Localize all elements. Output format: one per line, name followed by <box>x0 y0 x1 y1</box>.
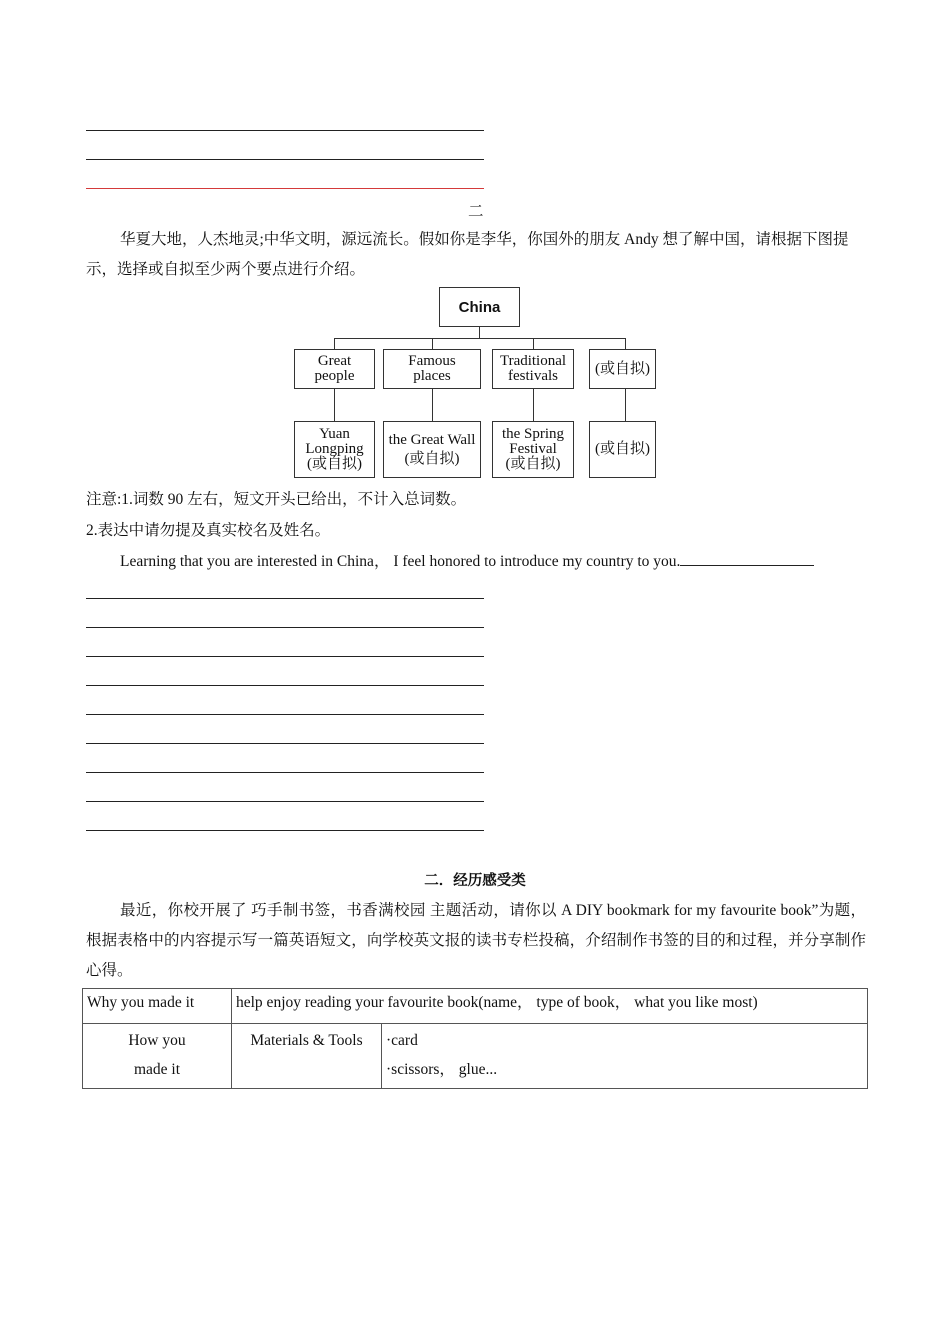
answer-line[interactable] <box>86 830 484 831</box>
diagram-root: China <box>439 287 520 327</box>
opening-sentence: Learning that you are interested in China， I feel honored to introduce my country to you. <box>120 553 681 570</box>
section-mark: 二 <box>468 203 484 220</box>
connector <box>479 327 480 338</box>
leaf-yuan-longping: Yuan Longping (或自拟) <box>294 421 375 478</box>
connector <box>432 338 433 349</box>
connector <box>533 338 534 349</box>
outline-table <box>82 988 868 1089</box>
leaf-great-wall: the Great Wall (或自拟) <box>383 421 481 478</box>
answer-line[interactable] <box>86 743 484 744</box>
answer-line[interactable] <box>86 598 484 599</box>
leaf-spring-festival: the Spring Festival (或自拟) <box>492 421 574 478</box>
connector <box>533 389 534 421</box>
connector <box>625 338 626 349</box>
answer-line[interactable] <box>86 627 484 628</box>
connector <box>432 389 433 421</box>
branch-great-people: Great people <box>294 349 375 389</box>
branch-traditional-festivals: Traditional festivals <box>492 349 574 389</box>
prompt-paragraph-1: 华夏大地，人杰地灵;中华文明，源远流长。假如你是李华，你国外的朋友 Andy 想了解中国，请根据下图提示，选择或自拟至少两个要点进行介绍。 <box>86 231 849 278</box>
table-row <box>83 1024 868 1089</box>
answer-line[interactable] <box>86 801 484 802</box>
section-heading: 二．经历感受类 <box>424 873 526 889</box>
table-cell-items <box>382 1024 868 1089</box>
answer-line <box>86 159 484 160</box>
table-cell-content: help enjoy reading your favourite book(name， type of book， what you like most) <box>232 989 868 1024</box>
list-item: ·scissors， glue... <box>386 1061 498 1078</box>
list-item: ·card <box>386 1032 418 1049</box>
connector <box>334 338 625 339</box>
leaf-custom: (或自拟) <box>589 421 656 478</box>
note-1: 注意:1.词数 90 左右，短文开头已给出，不计入总词数。 <box>86 491 467 508</box>
table-cell-label: Why you made it <box>83 989 232 1024</box>
answer-line[interactable] <box>86 656 484 657</box>
branch-famous-places: Famous places <box>383 349 481 389</box>
branch-custom: (或自拟) <box>589 349 656 389</box>
table-cell-label: How you made it <box>83 1024 232 1089</box>
answer-blank[interactable] <box>680 551 814 566</box>
answer-line[interactable] <box>86 685 484 686</box>
answer-line-red <box>86 188 484 189</box>
answer-line[interactable] <box>86 772 484 773</box>
answer-line <box>86 130 484 131</box>
note-2: 2.表达中请勿提及真实校名及姓名。 <box>86 522 331 539</box>
prompt-paragraph-2: 最近，你校开展了 巧手制书签，书香满校园 主题活动，请你以 A DIY bookmark for my favourite book”为题，根据表格中的内容提示写一篇英语短文，向学校英文报的读书专栏投稿，介绍制作书签的目的和过程，并分享制作心得。 <box>86 902 866 979</box>
answer-line[interactable] <box>86 714 484 715</box>
table-row <box>83 989 868 1024</box>
connector <box>625 389 626 421</box>
connector <box>334 338 335 349</box>
opening-sentence-line <box>86 547 866 577</box>
connector <box>334 389 335 421</box>
table-cell-sublabel: Materials & Tools <box>232 1024 382 1089</box>
